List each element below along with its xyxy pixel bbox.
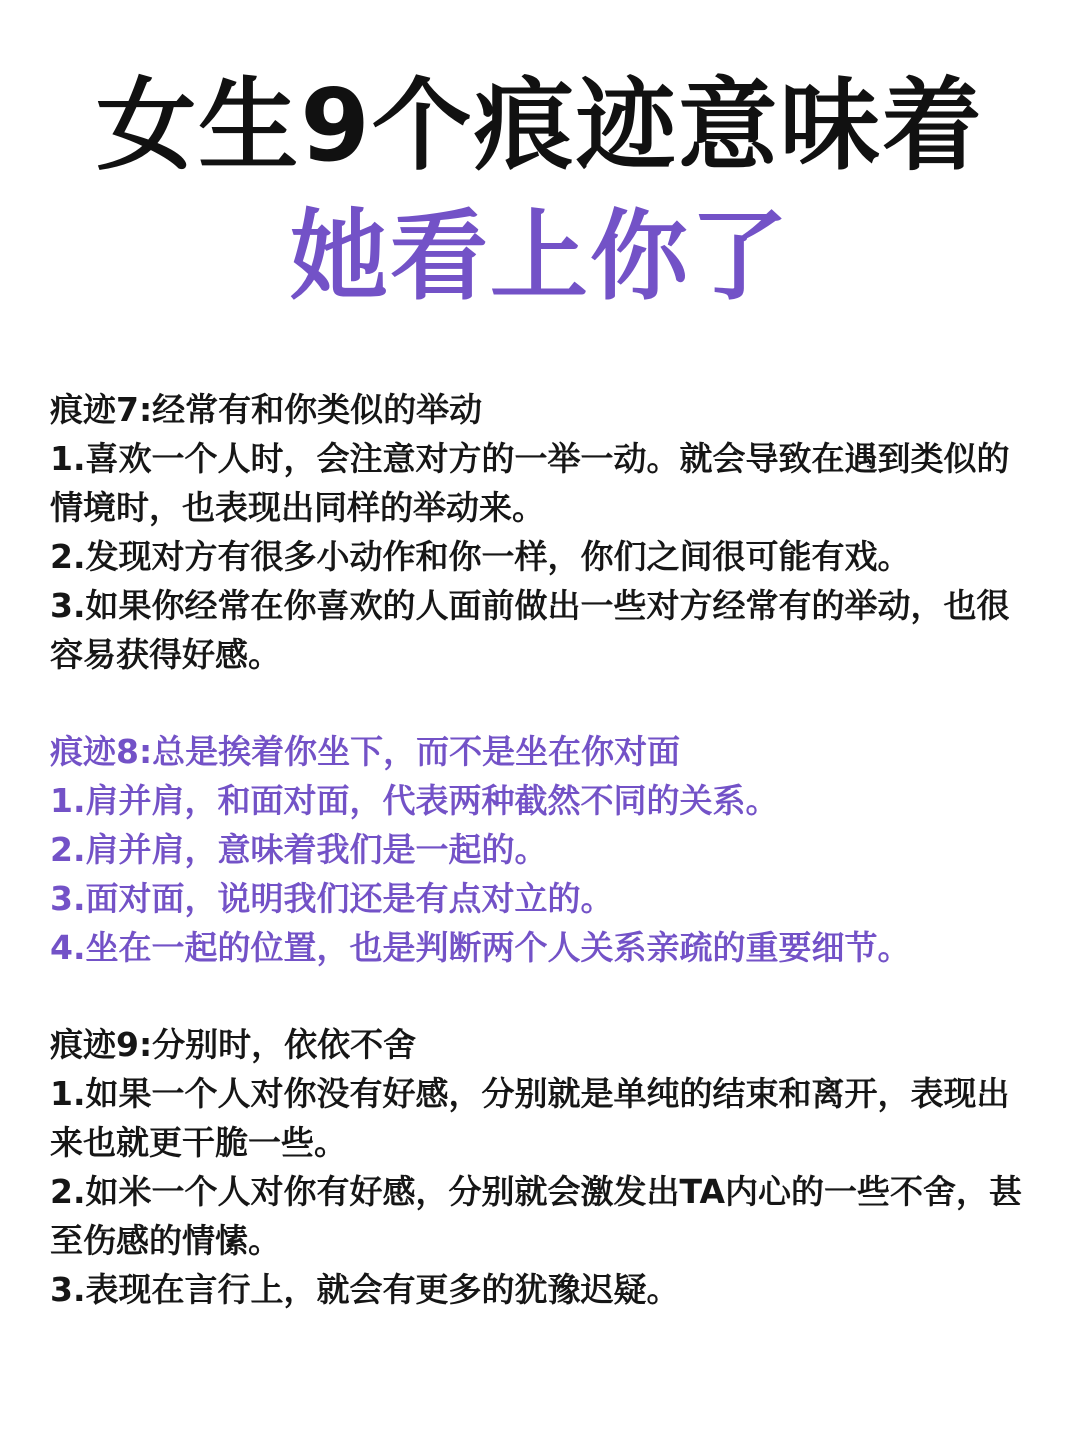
section-point: 3.如果你经常在你喜欢的人面前做出一些对方经常有的举动，也很容易获得好感。 [50, 586, 1010, 674]
section-point: 1.如果一个人对你没有好感，分别就是单纯的结束和离开，表现出来也就更干脆一些。 [50, 1074, 1010, 1162]
page-title: 女生9个痕迹意味着 [96, 67, 984, 184]
section-point: 1.肩并肩，和面对面，代表两种截然不同的关系。 [50, 781, 779, 820]
section-point: 2.肩并肩，意味着我们是一起的。 [50, 830, 548, 869]
section-trace-8 [50, 727, 1035, 972]
article-body [50, 385, 1035, 1314]
section-trace-7 [50, 385, 1035, 679]
section-point: 3.面对面，说明我们还是有点对立的。 [50, 879, 614, 918]
section-point: 2.如米一个人对你有好感，分别就会激发出TA内心的一些不舍，甚至伤感的情愫。 [50, 1172, 1022, 1260]
section-heading: 痕迹8:总是挨着你坐下，而不是坐在你对面 [50, 732, 681, 771]
section-heading: 痕迹7:经常有和你类似的举动 [50, 390, 483, 429]
section-heading: 痕迹9:分别时，依依不舍 [50, 1025, 417, 1064]
section-point: 3.表现在言行上，就会有更多的犹豫迟疑。 [50, 1270, 680, 1309]
section-point: 2.发现对方有很多小动作和你一样，你们之间很可能有戏。 [50, 537, 911, 576]
section-trace-9 [50, 1020, 1035, 1314]
section-point: 4.坐在一起的位置，也是判断两个人关系亲疏的重要细节。 [50, 928, 911, 967]
section-point: 1.喜欢一个人时，会注意对方的一举一动。就会导致在遇到类似的情境时，也表现出同样的举动来。 [50, 439, 1010, 527]
page-subtitle: 她看上你了 [289, 200, 790, 314]
